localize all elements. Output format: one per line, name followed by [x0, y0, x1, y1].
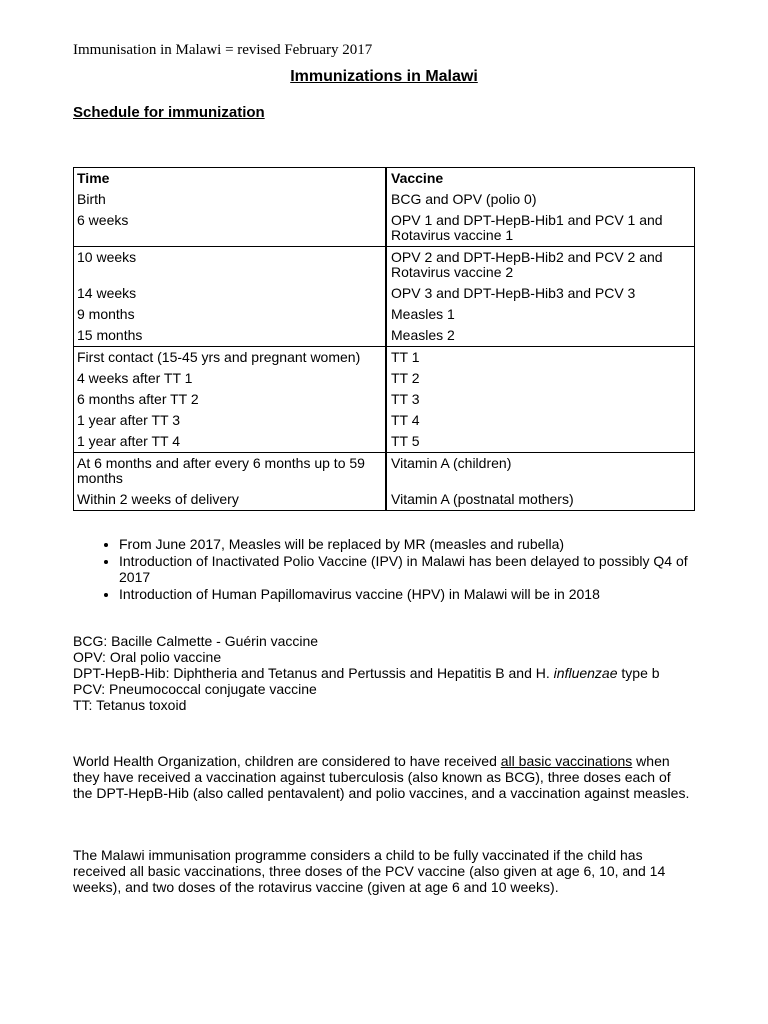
paragraph-text: when they have received a vaccination against tuberculosis (also known as BCG), three doses each of the DPT-HepB-Hib (also called pentavalent) and polio vaccines, and a vaccination against measles.	[73, 753, 690, 801]
vaccine-cell: TT 1	[386, 347, 695, 369]
time-cell: 6 months after TT 2	[77, 391, 199, 407]
table-row	[74, 431, 695, 453]
vaccine-cell: BCG and OPV (polio 0)	[386, 189, 695, 210]
table-row	[74, 189, 695, 210]
abbreviation-opv: OPV: Oral polio vaccine	[73, 649, 222, 665]
abbreviation-bcg: BCG: Bacille Calmette - Guérin vaccine	[73, 633, 319, 649]
table-row	[74, 304, 695, 325]
vaccine-cell: Vitamin A (postnatal mothers)	[386, 489, 695, 511]
time-cell: Birth	[77, 191, 106, 207]
table-row	[74, 325, 695, 347]
table-row	[74, 389, 695, 410]
vaccine-cell: OPV 3 and DPT-HepB-Hib3 and PCV 3	[386, 283, 695, 304]
time-cell: 6 weeks	[77, 212, 129, 228]
paragraph-text: World Health Organization, children are considered to have received	[73, 753, 501, 769]
time-cell: 4 weeks after TT 1	[77, 370, 193, 386]
vaccine-cell: TT 5	[386, 431, 695, 453]
malawi-programme-paragraph: The Malawi immunisation programme considers a child to be fully vaccinated if the child has received all basic vaccinations, three doses of the PCV vaccine (also given at age 6, 10, and 14 weeks), and two doses of the rotavirus vaccine (given at age 6 and 10 weeks).	[73, 847, 666, 895]
document-header: Immunisation in Malawi = revised February 2017	[73, 42, 373, 58]
list-item: • From June 2017, Measles will be replaced by MR (measles and rubella)	[119, 536, 719, 552]
who-definition-paragraph	[73, 753, 693, 801]
time-cell: 14 weeks	[77, 285, 137, 301]
time-cell: At 6 months and after every 6 months up to 59 months	[74, 453, 387, 490]
vaccine-cell: TT 4	[386, 410, 695, 431]
abbreviation-dpt-text: DPT-HepB-Hib: Diphtheria and Tetanus and Pertussis and Hepatitis B and H.	[73, 665, 554, 681]
vaccine-cell: OPV 1 and DPT-HepB-Hib1 and PCV 1 and Rotavirus vaccine 1	[386, 210, 695, 247]
vaccine-cell: Measles 2	[386, 325, 695, 347]
time-cell: 15 months	[77, 327, 143, 343]
time-cell: 1 year after TT 4	[77, 433, 180, 449]
time-cell: Within 2 weeks of delivery	[74, 489, 387, 511]
list-item: • Introduction of Human Papillomavirus vaccine (HPV) in Malawi will be in 2018	[119, 586, 719, 602]
table-row	[74, 453, 695, 490]
time-cell: 10 weeks	[74, 247, 387, 284]
abbreviation-dpt-suffix: type b	[617, 665, 660, 681]
time-column-header: Time	[74, 168, 387, 190]
vaccine-cell: OPV 2 and DPT-HepB-Hib2 and PCV 2 and Rotavirus vaccine 2	[386, 247, 695, 284]
immunization-schedule-table	[73, 167, 695, 511]
table-row	[74, 347, 695, 369]
vaccine-cell: Measles 1	[386, 304, 695, 325]
vaccine-cell: TT 2	[386, 368, 695, 389]
table-row	[74, 489, 695, 511]
abbreviations-block	[73, 633, 660, 713]
time-cell: 9 months	[77, 306, 135, 322]
table-header-row	[74, 168, 695, 190]
abbreviation-dpt-italic: influenzae	[553, 665, 618, 681]
abbreviation-tt: TT: Tetanus toxoid	[73, 697, 187, 713]
vaccine-column-header: Vaccine	[386, 168, 695, 190]
section-title: Schedule for immunization	[73, 104, 265, 121]
list-item: • Introduction of Inactivated Polio Vaccine (IPV) in Malawi has been delayed to possibly Q4 of 2017	[119, 553, 719, 585]
vaccine-cell: TT 3	[386, 389, 695, 410]
abbreviation-pcv: PCV: Pneumococcal conjugate vaccine	[73, 681, 317, 697]
page-title: Immunizations in Malawi	[290, 68, 478, 85]
table-row	[74, 410, 695, 431]
table-row	[74, 210, 695, 247]
time-cell: First contact (15-45 yrs and pregnant women)	[74, 347, 387, 369]
time-cell: 1 year after TT 3	[77, 412, 180, 428]
abbreviation-dpt	[73, 665, 660, 681]
underlined-term: all basic vaccinations	[500, 753, 633, 769]
vaccine-cell: Vitamin A (children)	[386, 453, 695, 490]
table-row	[74, 247, 695, 284]
notes-list	[97, 536, 719, 603]
table-row	[74, 283, 695, 304]
table-row	[74, 368, 695, 389]
